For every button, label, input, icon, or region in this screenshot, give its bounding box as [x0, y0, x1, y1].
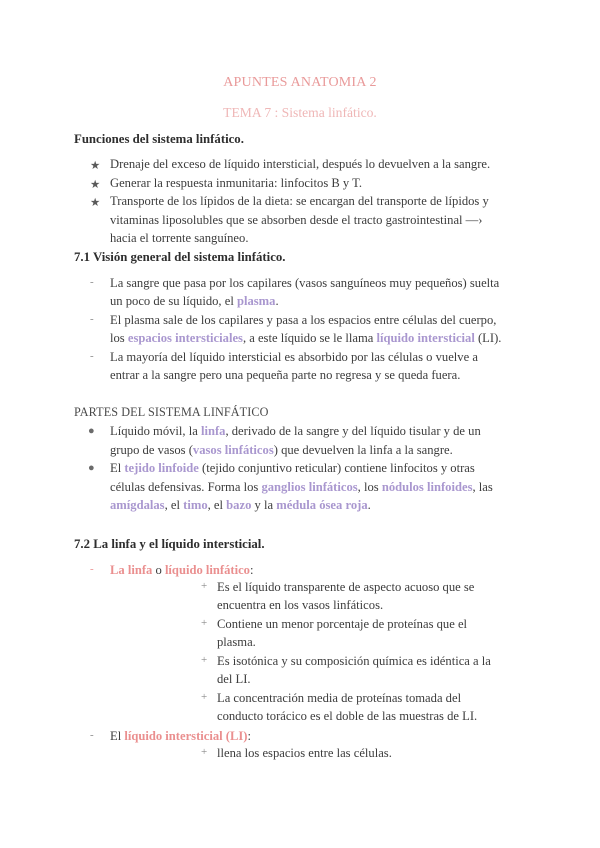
sub-list-item: llena los espacios entre las células.	[217, 746, 392, 760]
sub-list-item-continuation: plasma.	[217, 635, 256, 649]
plus-bullet: +	[201, 691, 208, 703]
section-heading-linfa: 7.2 La linfa y el líquido intersticial.	[74, 537, 265, 551]
plus-bullet: +	[201, 617, 208, 629]
list-item-continuation: vitaminas liposolubles que se absorben desde el tracto gastrointestinal —›	[110, 213, 483, 227]
term-espacios-intersticiales: espacios intersticiales	[127, 331, 243, 345]
plus-bullet: +	[201, 580, 208, 592]
term-medula-osea-roja: médula ósea roja	[276, 498, 368, 512]
sub-list-item-continuation: encuentra en los vasos linfáticos.	[217, 598, 384, 612]
sub-list-item-continuation: del LI.	[217, 672, 251, 686]
dash-bullet: -	[90, 313, 94, 325]
dash-bullet: -	[90, 729, 94, 741]
list-item-continuation: los espacios intersticiales, a este líquido se le llama líquido intersticial (LI).	[110, 331, 502, 345]
list-item-continuation: un poco de su líquido, el plasma.	[110, 294, 279, 308]
term-linfa: linfa	[200, 424, 226, 438]
term-vasos-linfaticos: vasos linfáticos	[192, 443, 274, 457]
list-item: La linfa o líquido linfático:	[110, 563, 254, 577]
section-heading-vision: 7.1 Visión general del sistema linfático.	[74, 250, 286, 264]
section-heading-partes: PARTES DEL SISTEMA LINFÁTICO	[74, 405, 269, 419]
term-timo: timo	[183, 498, 208, 512]
list-item: El plasma sale de los capilares y pasa a los espacios entre células del cuerpo,	[110, 313, 497, 327]
list-item-continuation: grupo de vasos (vasos linfáticos) que devuelven la linfa a la sangre.	[110, 443, 453, 457]
list-item: El líquido intersticial (LI):	[110, 729, 251, 743]
term-plasma: plasma	[236, 294, 276, 308]
list-item: La sangre que pasa por los capilares (vasos sanguíneos muy pequeños) suelta	[110, 276, 500, 290]
list-item: Líquido móvil, la linfa, derivado de la sangre y del líquido tisular y de un	[110, 424, 481, 438]
sub-list-item: Es isotónica y su composición química es idéntica a la	[217, 654, 491, 668]
sub-list-item-continuation: conducto torácico es el doble de las muestras de LI.	[217, 709, 478, 723]
sub-list-item: Contiene un menor porcentaje de proteínas que el	[217, 617, 468, 631]
star-bullet-icon: ★	[90, 179, 101, 191]
document-title: APUNTES ANATOMIA 2	[223, 75, 377, 90]
dot-bullet: ●	[88, 462, 95, 474]
term-ganglios-linfaticos: ganglios linfáticos	[261, 480, 358, 494]
list-item-continuation: células defensivas. Forma los ganglios linfáticos, los nódulos linfoides, las	[110, 480, 493, 494]
term-tejido-linfoide: tejido linfoide	[124, 461, 199, 475]
sub-list-item: La concentración media de proteínas tomada del	[217, 691, 462, 705]
list-item-continuation: entrar a la sangre pero una pequeña parte no regresa y se queda fuera.	[110, 368, 461, 382]
list-item: Generar la respuesta inmunitaria: linfocitos B y T.	[110, 176, 363, 190]
list-item: El tejido linfoide (tejido conjuntivo reticular) contiene linfocitos y otras	[110, 461, 475, 475]
term-liquido-intersticial: líquido intersticial	[376, 331, 475, 345]
document-subtitle: TEMA 7 : Sistema linfático.	[223, 105, 377, 120]
term-la-linfa: La linfa	[110, 563, 153, 577]
list-item: Drenaje del exceso de líquido intersticial, después lo devuelven a la sangre.	[110, 157, 491, 171]
plus-bullet: +	[201, 654, 208, 666]
term-amigdalas: amígdalas	[110, 498, 165, 512]
section-heading-funciones: Funciones del sistema linfático.	[74, 132, 244, 146]
dash-bullet: -	[90, 350, 94, 362]
star-bullet-icon: ★	[90, 160, 101, 172]
dot-bullet: ●	[88, 425, 95, 437]
term-liquido-intersticial-li: líquido intersticial (LI)	[124, 729, 248, 743]
plus-bullet: +	[201, 746, 208, 758]
dash-bullet: -	[90, 563, 94, 575]
list-item-continuation: hacia el torrente sanguíneo.	[110, 231, 249, 245]
star-bullet-icon: ★	[90, 197, 101, 209]
term-liquido-linfatico: líquido linfático	[164, 563, 250, 577]
term-nodulos-linfoides: nódulos linfoides	[381, 480, 473, 494]
dash-bullet: -	[90, 276, 94, 288]
sub-list-item: Es el líquido transparente de aspecto acuoso que se	[217, 580, 475, 594]
list-item: Transporte de los lípidos de la dieta: se encargan del transporte de lípidos y	[110, 194, 489, 208]
term-bazo: bazo	[226, 498, 252, 512]
list-item: La mayoría del líquido intersticial es absorbido por las células o vuelve a	[110, 350, 478, 364]
list-item-continuation: amígdalas, el timo, el bazo y la médula ósea roja.	[110, 498, 371, 512]
